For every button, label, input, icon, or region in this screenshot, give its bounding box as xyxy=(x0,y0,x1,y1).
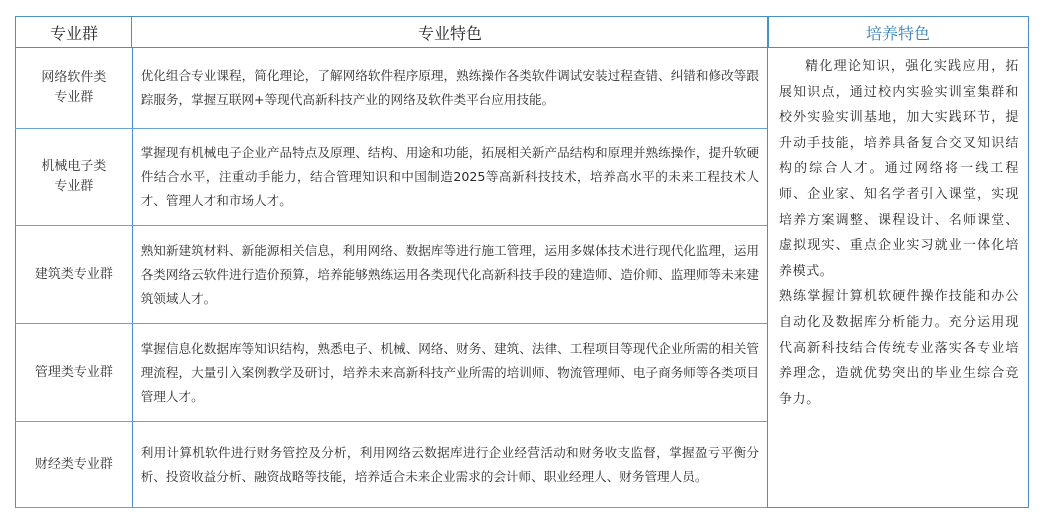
feature-text: 优化组合专业课程，简化理论，了解网络软件程序原理，熟练操作各类软件调试安装过程查错、纠错和修改等跟踪服务，掌握互联网+等现代高新科技产业的网络及软件类平台应用技能。 xyxy=(140,67,759,107)
group-cell xyxy=(15,422,133,507)
training-paragraph: 精化理论知识，强化实践应用，拓展知识点，通过校内实验实训室集群和校外实验实训基地，加大实践环节，提升动手技能，培养具备复合交叉知识结构的综合人才。通过网络将一线工程师、企业家、知名学者引入课堂，实现培养方案调整、课程设计、名师课堂、虚拟现实、重点企业实习就业一体化培养模式。 xyxy=(779,59,1019,279)
table-row xyxy=(15,129,767,226)
group-name-line: 机械电子类 xyxy=(41,159,107,174)
group-name-line: 建筑类专业群 xyxy=(34,266,113,282)
table-row xyxy=(15,422,767,508)
feature-text: 利用计算机软件进行财务管控及分析，利用网络云数据库进行企业经营活动和财务收支监督，掌握盈亏平衡分析、投资收益分析、融资战略等技能，培养适合未来企业需求的会计师、职业经理人、财务管理人员。 xyxy=(140,444,759,484)
header-specialty-feature: 专业特色 xyxy=(131,16,769,48)
group-name-line: 网络软件类 xyxy=(41,69,107,85)
feature-cell xyxy=(133,226,767,323)
group-name-line: 管理类专业群 xyxy=(34,364,113,380)
feature-cell xyxy=(133,324,767,421)
table-row xyxy=(15,47,767,129)
table-row xyxy=(15,324,767,422)
training-feature-cell xyxy=(767,46,1029,508)
header-specialty-group: 专业群 xyxy=(15,16,132,48)
group-cell xyxy=(15,324,133,421)
feature-cell xyxy=(133,129,767,225)
group-name-line: 专业群 xyxy=(54,179,94,194)
feature-text: 掌握现有机械电子企业产品特点及原理、结构、用途和功能，拓展相关新产品结构和原理并熟练操作，提升软硬件结合水平，注重动手能力，结合管理知识和中国制造2025等高新科技技术，培养高水平的未来工程技术人才、管理人才和市场人才。 xyxy=(140,145,759,208)
specialty-table xyxy=(15,16,1029,508)
feature-cell xyxy=(133,47,767,128)
group-name-line: 财经类专业群 xyxy=(34,456,113,472)
feature-cell xyxy=(133,422,767,507)
feature-text: 熟知新建筑材料、新能源相关信息，利用网络、数据库等进行施工管理，运用多媒体技术进行现代化监理，运用各类网络云软件进行造价预算，培养能够熟练运用各类现代化高新科技手段的建造师、造价师、监理师等未来建筑领域人才。 xyxy=(140,242,759,306)
group-cell xyxy=(15,129,133,225)
feature-text: 掌握信息化数据库等知识结构，熟悉电子、机械、网络、财务、建筑、法律、工程项目等现代企业所需的相关管理流程，大量引入案例教学及研讨，培养未来高新科技产业所需的培训师、物流管理师、电子商务师等各类项目管理人才。 xyxy=(140,340,759,404)
group-cell xyxy=(15,226,133,323)
group-name-line: 专业群 xyxy=(54,89,94,105)
header-training-feature: 培养特色 xyxy=(767,16,1029,48)
group-cell xyxy=(15,47,133,128)
table-row xyxy=(15,226,767,324)
training-paragraph: 熟练掌握计算机软硬件操作技能和办公自动化及数据库分析能力。充分运用现代高新科技结合传统专业落实各专业培养理念，造就优势突出的毕业生综合竞争力。 xyxy=(779,289,1019,407)
